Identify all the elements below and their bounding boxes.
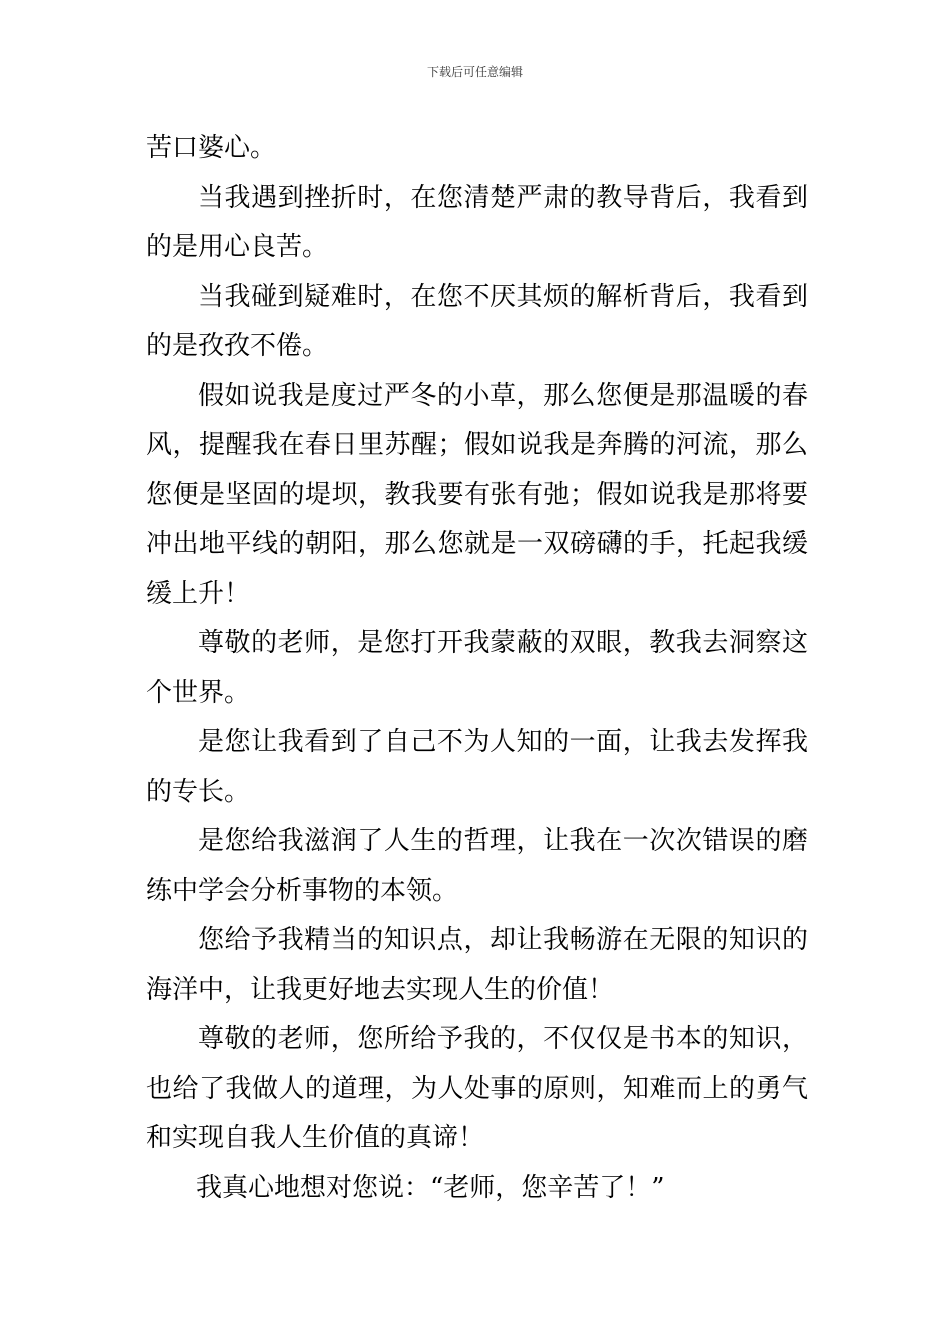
paragraph: 当我遇到挫折时，在您清楚严肃的教导背后，我看到的是用心良苦。 [146, 182, 808, 262]
document-body [146, 124, 808, 1213]
paragraph: 尊敬的老师，您所给予我的，不仅仅是书本的知识，也给了我做人的道理，为人处事的原则，知难而上的勇气和实现自我人生价值的真谛！ [146, 1024, 808, 1153]
paragraph-continuation: 苦口婆心。 [146, 133, 277, 163]
paragraph: 是您让我看到了自己不为人知的一面，让我去发挥我的专长。 [146, 727, 808, 807]
paragraph: 您给予我精当的知识点，却让我畅游在无限的知识的海洋中，让我更好地去实现人生的价值！ [146, 925, 808, 1005]
paragraph: 当我碰到疑难时，在您不厌其烦的解析背后，我看到的是孜孜不倦。 [146, 281, 808, 361]
paragraph: 尊敬的老师，是您打开我蒙蔽的双眼，教我去洞察这个世界。 [146, 628, 808, 708]
closing-paragraph: 我真心地想对您说：“老师，您辛苦了！” [196, 1172, 665, 1203]
paragraph: 是您给我滋润了人生的哲理，让我在一次次错误的磨练中学会分析事物的本领。 [146, 826, 808, 906]
page-header: 下载后可任意编辑 [426, 65, 523, 79]
paragraph: 假如说我是度过严冬的小草，那么您便是那温暖的春风，提醒我在春日里苏醒；假如说我是奔腾的河流，那么您便是坚固的堤坝，教我要有张有弛；假如说我是那将要冲出地平线的朝阳，那么您就是一双磅礴的手，托起我缓缓上升！ [146, 380, 808, 609]
